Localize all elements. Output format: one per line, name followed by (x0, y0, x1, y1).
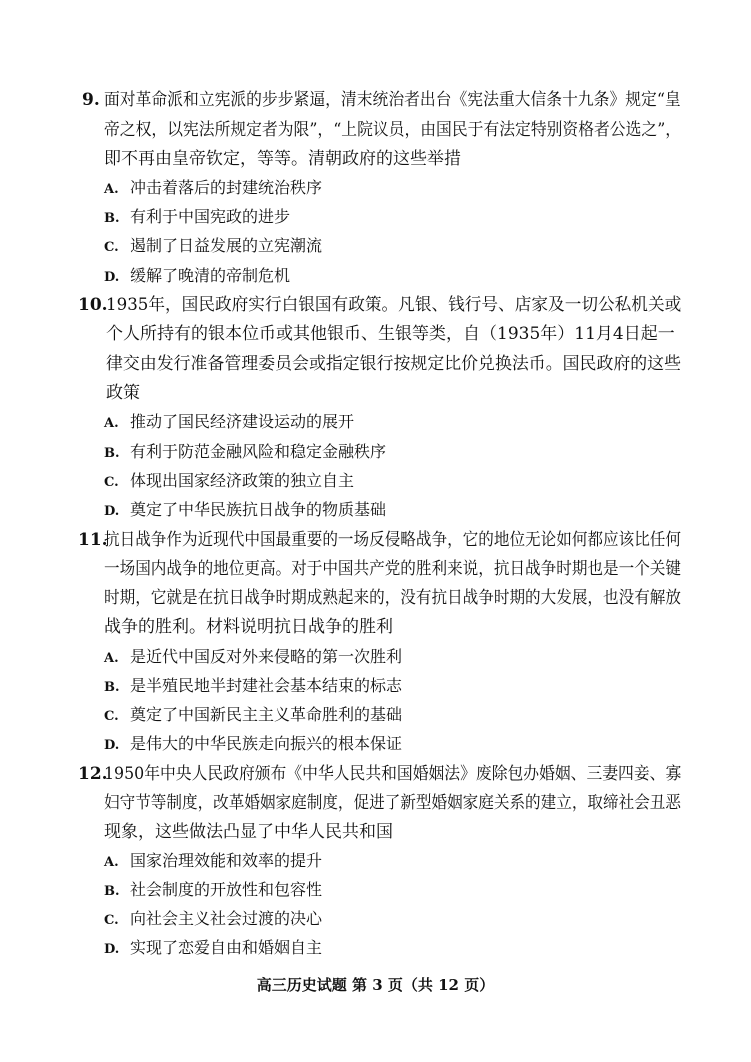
option-b (104, 674, 402, 698)
option-a (104, 849, 322, 873)
option-text: 是近代中国反对外来侵略的第一次胜利 (130, 647, 403, 666)
question-text-line: 时期，它就是在抗日战争时期成熟起来的，没有抗日战争时期的大发展，也没有解放 (104, 588, 681, 608)
option-a (104, 410, 354, 434)
option-b (104, 878, 322, 902)
option-letter: C. (104, 240, 119, 255)
option-letter: C. (104, 913, 119, 928)
option-text: 奠定了中华民族抗日战争的物质基础 (130, 500, 387, 519)
page-footer: 高三历史试题 第 3 页（共 12 页） (256, 976, 495, 994)
option-d (104, 264, 290, 288)
question-number: 10. (78, 295, 108, 315)
question-text-line: 一场国内战争的地位更高。对于中国共产党的胜利来说，抗日战争时期也是一个关键 (104, 559, 681, 579)
option-text: 社会制度的开放性和包容性 (130, 880, 323, 899)
option-text: 实现了恋爱自由和婚姻自主 (130, 938, 323, 957)
question-number: 12. (78, 764, 108, 784)
option-letter: D. (104, 942, 120, 957)
option-c (104, 234, 322, 258)
option-letter: A. (104, 416, 119, 431)
question-text-line: 政策 (106, 383, 140, 403)
question-text-line: 面对革命派和立宪派的步步紧逼，清末统治者出台《宪法重大信条十九条》规定“皇 (104, 90, 681, 110)
option-letter: D. (104, 504, 120, 519)
option-text: 是半殖民地半封建社会基本结束的标志 (130, 676, 403, 695)
question-text-line: 律交由发行准备管理委员会或指定银行按规定比价兑换法币。国民政府的这些 (106, 354, 681, 374)
question-text-line: 即不再由皇帝钦定，等等。清朝政府的这些举措 (104, 149, 461, 169)
option-a (104, 176, 322, 200)
question-text-line: 个人所持有的银本位币或其他银币、生银等类，自（1935年）11月4日起一 (106, 324, 675, 344)
option-c (104, 469, 354, 493)
option-d (104, 732, 402, 756)
option-d (104, 498, 386, 522)
option-text: 遏制了日益发展的立宪潮流 (130, 236, 323, 255)
option-text: 缓解了晚清的帝制危机 (130, 266, 291, 285)
option-text: 体现出国家经济政策的独立自主 (130, 471, 355, 490)
option-c (104, 907, 322, 931)
option-letter: D. (104, 270, 120, 285)
option-letter: B. (104, 884, 120, 899)
question-text-line: 战争的胜利。材料说明抗日战争的胜利 (104, 617, 393, 637)
option-text: 国家治理效能和效率的提升 (130, 851, 323, 870)
option-letter: D. (104, 738, 120, 753)
option-b (104, 205, 290, 229)
option-a (104, 645, 402, 669)
option-text: 有利于中国宪政的进步 (130, 207, 291, 226)
option-letter: C. (104, 475, 119, 490)
option-text: 向社会主义社会过渡的决心 (130, 909, 323, 928)
option-text: 冲击着落后的封建统治秩序 (130, 178, 323, 197)
option-letter: A. (104, 651, 119, 666)
question-number: 11. (78, 530, 108, 550)
option-letter: A. (104, 182, 119, 197)
question-text-line: 现象，这些做法凸显了中华人民共和国 (104, 822, 393, 842)
option-text: 奠定了中国新民主主义革命胜利的基础 (130, 705, 403, 724)
option-letter: B. (104, 211, 120, 226)
question-text-line: 抗日战争作为近现代中国最重要的一场反侵略战争，它的地位无论如何都应该比任何 (104, 530, 681, 550)
option-d (104, 936, 322, 960)
option-c (104, 703, 402, 727)
option-text: 是伟大的中华民族走向振兴的根本保证 (130, 734, 403, 753)
question-number: 9. (82, 90, 100, 110)
question-text-line: 1950年中央人民政府颁布《中华人民共和国婚姻法》废除包办婚姻、三妻四妾、寡 (104, 764, 682, 784)
question-text-line: 妇守节等制度，改革婚姻家庭制度，促进了新型婚姻家庭关系的建立，取缔社会丑恶 (104, 793, 681, 813)
option-text: 有利于防范金融风险和稳定金融秩序 (130, 442, 387, 461)
option-b (104, 440, 386, 464)
option-letter: B. (104, 680, 120, 695)
option-letter: B. (104, 446, 120, 461)
question-text-line: 帝之权，以宪法所规定者为限”，“上院议员，由国民于有法定特别资格者公选之”， (104, 120, 682, 140)
question-text-line: 1935年，国民政府实行白银国有政策。凡银、钱行号、店家及一切公私机关或 (106, 295, 682, 315)
option-letter: A. (104, 855, 119, 870)
option-text: 推动了国民经济建设运动的展开 (130, 412, 355, 431)
option-letter: C. (104, 709, 119, 724)
